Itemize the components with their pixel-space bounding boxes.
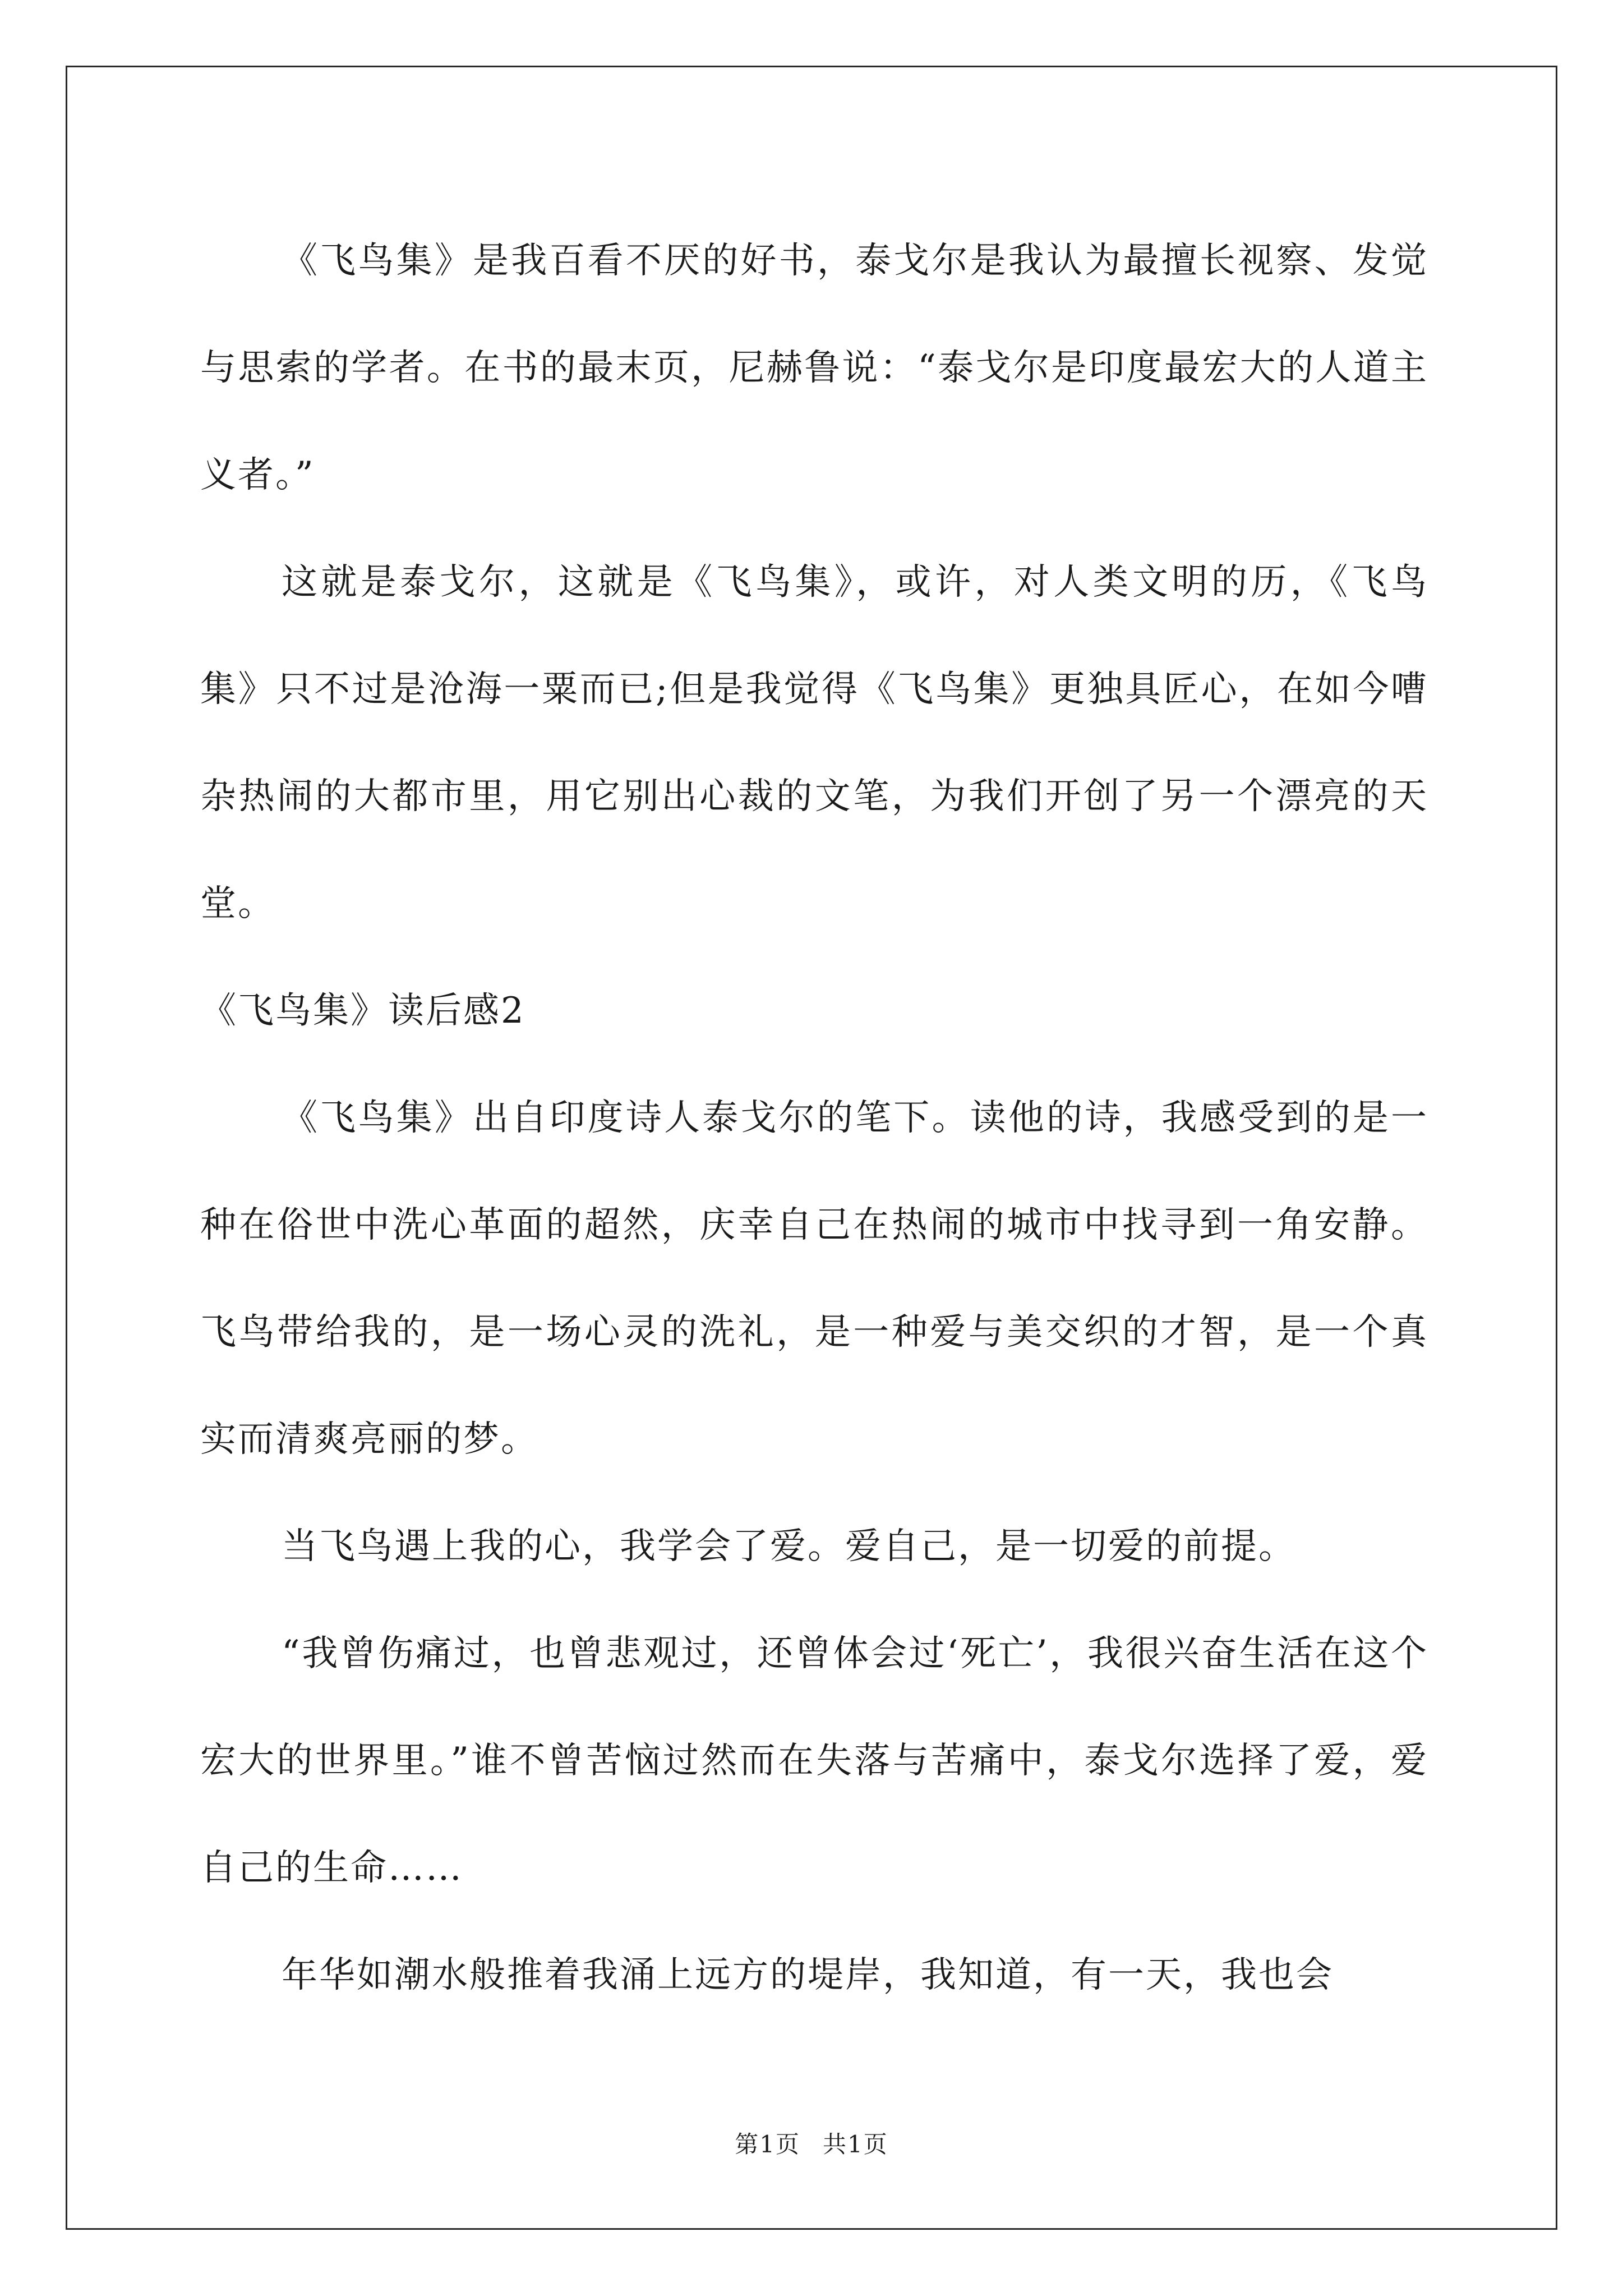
document-body bbox=[200, 208, 1428, 2029]
paragraph-5: “我曾伤痛过，也曾悲观过，还曾体会过‘死亡’，我很兴奋生活在这个宏大的世界里。”谁不曾苦恼过然而在失落与苦痛中，泰戈尔选择了爱，爱自己的生命…… bbox=[200, 1633, 1428, 1889]
paragraph-3: 《飞鸟集》出自印度诗人泰戈尔的笔下。读他的诗，我感受到的是一种在俗世中洗心革面的超然，庆幸自己在热闹的城市中找寻到一角安静。飞鸟带给我的，是一场心灵的洗礼，是一种爱与美交织的才智，是一个真实而清爽亮丽的梦。 bbox=[200, 1097, 1428, 1460]
paragraph-4: 当飞鸟遇上我的心，我学会了爱。爱自己，是一切爱的前提。 bbox=[282, 1526, 1296, 1567]
section-heading: 《飞鸟集》读后感2 bbox=[200, 990, 525, 1032]
paragraph-2: 这就是泰戈尔，这就是《飞鸟集》，或许，对人类文明的历，《飞鸟集》只不过是沧海一粟而已;但是我觉得《飞鸟集》更独具匠心，在如今嘈杂热闹的大都市里，用它别出心裁的文笔，为我们开创了另一个漂亮的天堂。 bbox=[200, 562, 1428, 924]
paragraph-6: 年华如潮水般推着我涌上远方的堤岸，我知道，有一天，我也会 bbox=[282, 1954, 1334, 1996]
page-footer bbox=[0, 2126, 1623, 2160]
page-number: 第1页 bbox=[735, 2131, 800, 2158]
paragraph-1: 《飞鸟集》是我百看不厌的好书，泰戈尔是我认为最擅长视察、发觉与思索的学者。在书的最末页，尼赫鲁说：“泰戈尔是印度最宏大的人道主义者。” bbox=[200, 240, 1428, 496]
page-total: 共1页 bbox=[823, 2131, 888, 2158]
